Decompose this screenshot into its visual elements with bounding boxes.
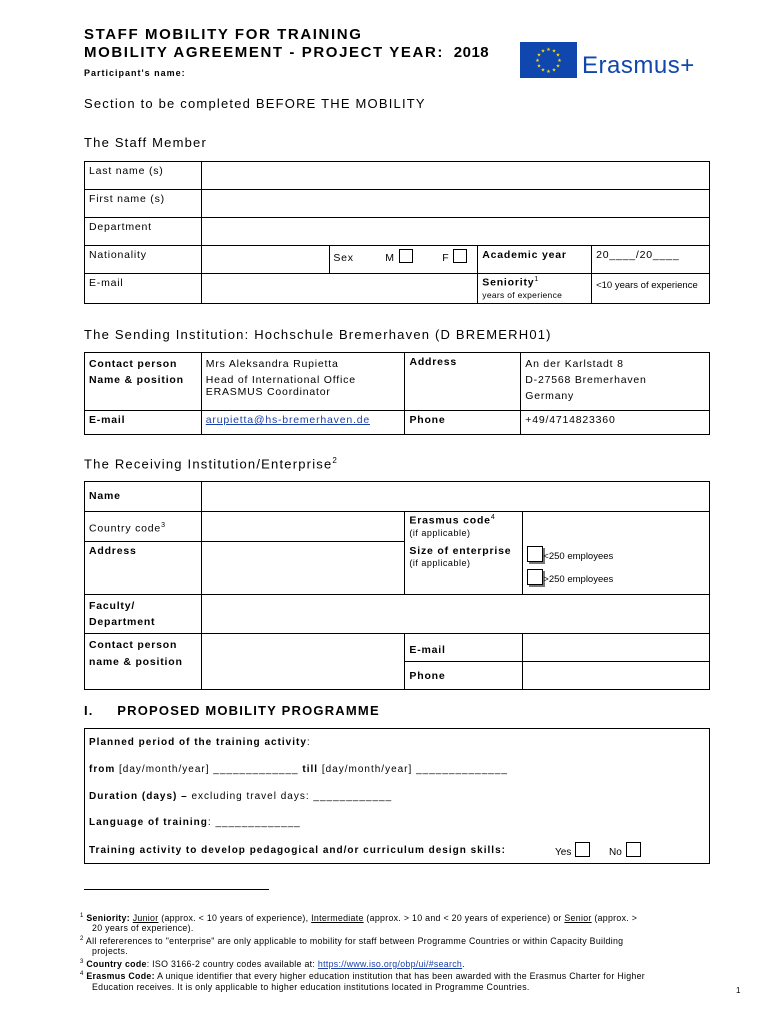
contact-position-2: ERASMUS Coordinator [205, 386, 331, 398]
staff-member-heading: The Staff Member [84, 135, 208, 150]
sending-address-label: Address [405, 353, 521, 411]
erasmus-code-field[interactable] [523, 512, 710, 542]
department-field[interactable] [201, 218, 709, 246]
academic-year-field[interactable]: 20____/20____ [592, 246, 710, 274]
sex-m-checkbox[interactable] [399, 249, 413, 263]
page-number: 1 [736, 986, 741, 995]
size-large-label: >250 employees [543, 573, 614, 585]
language-field[interactable]: Language of training: _____________ [89, 817, 301, 828]
seniority-label-cell: Seniority$^1$ years of experience [478, 274, 592, 304]
svg-text:★: ★ [555, 63, 561, 70]
size-small-checkbox[interactable] [527, 546, 543, 562]
svg-text:★: ★ [535, 58, 540, 64]
title-line-2-text: MOBILITY AGREEMENT - PROJECT YEAR: [84, 44, 444, 61]
receiving-address-label: Address [85, 542, 202, 595]
receiving-institution-heading: The Receiving Institution/Enterprise$^2$ [84, 456, 339, 472]
section-before-mobility [84, 96, 426, 111]
first-name-field[interactable] [201, 190, 709, 218]
erasmus-code-label: Erasmus code$^4$ (if applicable) [405, 512, 523, 542]
svg-text:★: ★ [536, 52, 542, 59]
last-name-label: Last name (s) [85, 162, 202, 190]
email-field[interactable] [201, 274, 477, 304]
sending-institution-heading: The Sending Institution: Hochschule Bremerhaven (D BREMERH01) [84, 327, 552, 342]
size-small-label: <250 employees [543, 550, 614, 562]
programme-number: I. [84, 703, 94, 718]
sending-email-link[interactable]: arupietta@hs-bremerhaven.de [201, 411, 405, 435]
receiving-contact-label: Contact person name & position [85, 633, 202, 689]
title-line-2 [84, 44, 489, 61]
pedagogical-yes[interactable] [555, 842, 590, 858]
erasmus-logo-text: Erasmus+ [582, 52, 695, 79]
size-label: Size of enterprise (if applicable) [405, 542, 523, 595]
faculty-label: Faculty/ Department [85, 594, 202, 633]
email-label: E-mail [85, 274, 202, 304]
svg-text:★: ★ [540, 48, 546, 55]
svg-text:★: ★ [546, 69, 551, 75]
nationality-field[interactable] [201, 246, 330, 274]
seniority-sublabel: years of experience [482, 289, 563, 300]
programme-heading-text: PROPOSED MOBILITY PROGRAMME [117, 703, 380, 718]
footnote-4-cont: Education receives. It is only applicable to higher education institutions located in Programme Countries. [92, 981, 530, 992]
receiving-name-label: Name [85, 482, 202, 512]
contact-person-label: Contact person Name & position [85, 353, 202, 411]
size-option-small[interactable] [527, 545, 705, 568]
svg-text:★: ★ [551, 48, 557, 55]
sending-phone-value: +49/4714823360 [521, 411, 710, 435]
faculty-field[interactable] [201, 594, 709, 633]
programme-box [84, 728, 710, 864]
receiving-heading-text: The Receiving Institution/Enterprise [84, 456, 333, 472]
contact-position-1: Head of International Office [205, 374, 356, 386]
receiving-contact-field[interactable] [201, 633, 405, 689]
nationality-label: Nationality [85, 246, 202, 274]
receiving-institution-table [84, 481, 710, 690]
duration-field[interactable]: Duration (days) – excluding travel days: ____________ [89, 791, 393, 802]
sending-contact-value [201, 353, 405, 411]
eu-flag-icon [520, 42, 577, 78]
receiving-phone-label: Phone [405, 661, 523, 689]
no-label: No [609, 847, 622, 858]
iso-link[interactable]: https://www.iso.org/obp/ui/#search [317, 958, 463, 969]
sending-institution-table [84, 352, 710, 435]
contact-name: Mrs Aleksandra Rupietta [205, 358, 339, 370]
yes-checkbox[interactable] [575, 842, 590, 857]
sending-email-label: E-mail [85, 411, 202, 435]
project-year: 2018 [453, 44, 490, 61]
staff-member-table [84, 161, 710, 304]
size-options [523, 542, 710, 595]
sex-f-checkbox[interactable] [453, 249, 467, 263]
receiving-email-field[interactable] [523, 633, 710, 661]
title-line-1: STAFF MOBILITY FOR TRAINING [84, 26, 363, 43]
participant-name-label: Participant's name: [84, 68, 186, 78]
department-label: Department [85, 218, 202, 246]
academic-year-label: Academic year [478, 246, 592, 274]
sex-cell [330, 246, 478, 274]
svg-text:★: ★ [555, 52, 561, 59]
footnote-1-cont: 20 years of experience). [92, 923, 194, 934]
sex-label: Sex [333, 252, 354, 264]
receiving-name-field[interactable] [201, 482, 709, 512]
no-checkbox[interactable] [626, 842, 641, 857]
yes-label: Yes [555, 847, 572, 858]
country-code-field[interactable] [201, 512, 405, 542]
receiving-address-field[interactable] [201, 542, 405, 595]
last-name-field[interactable] [201, 162, 709, 190]
size-option-large[interactable] [527, 568, 705, 591]
footnote-3: $^3$ Country code: ISO 3166-2 country codes available at: https://www.iso.org/obp/ui/#search. [80, 958, 465, 969]
footnotes [80, 911, 710, 992]
sex-m-label: M [385, 252, 395, 264]
first-name-label: First name (s) [85, 190, 202, 218]
pedagogical-no[interactable] [609, 842, 641, 858]
receiving-email-label: E-mail [405, 633, 523, 661]
svg-text:★: ★ [551, 67, 557, 74]
sex-f-label: F [442, 252, 450, 264]
pedagogical-question: Training activity to develop pedagogical and/or curriculum design skills: [89, 845, 506, 856]
programme-heading [84, 703, 380, 718]
footnote-2: $^2$ All refererences to "enterprise" are only applicable to mobility for staff between Programme Countries or within Capacity Building [80, 935, 624, 946]
svg-text:★: ★ [540, 67, 546, 74]
footnote-separator [84, 889, 269, 890]
country-code-label: Country code$^3$ [85, 512, 202, 542]
sending-phone-label: Phone [405, 411, 521, 435]
planned-period: Planned period of the training activity: [89, 737, 311, 748]
footnote-4: $^4$ Erasmus Code: A unique identifier that every higher education institution that has been awarded with the Erasmus Charter for Higher [80, 971, 646, 982]
footnote-1: $^1$ Seniority: Junior (approx. < 10 years of experience), Intermediate (approx. > 10 and < 20 years of experience) or Senior (approx. > [80, 912, 638, 923]
size-large-checkbox[interactable] [527, 569, 543, 585]
seniority-select[interactable]: <10 years of experience [592, 274, 710, 304]
receiving-phone-field[interactable] [523, 661, 710, 689]
footnote-2-cont: projects. [92, 946, 128, 957]
period-dates[interactable]: from [day/month/year] _____________ till [day/month/year] ______________ [89, 764, 508, 775]
svg-text:★: ★ [536, 63, 542, 70]
svg-text:★: ★ [546, 47, 551, 53]
svg-text:★: ★ [557, 58, 562, 64]
section-before-text: Section to be completed BEFORE THE MOBILITY [84, 96, 426, 111]
seniority-label: Seniority [482, 276, 535, 289]
sending-address-value: An der Karlstadt 8 D-27568 Bremerhaven Germany [521, 353, 710, 411]
